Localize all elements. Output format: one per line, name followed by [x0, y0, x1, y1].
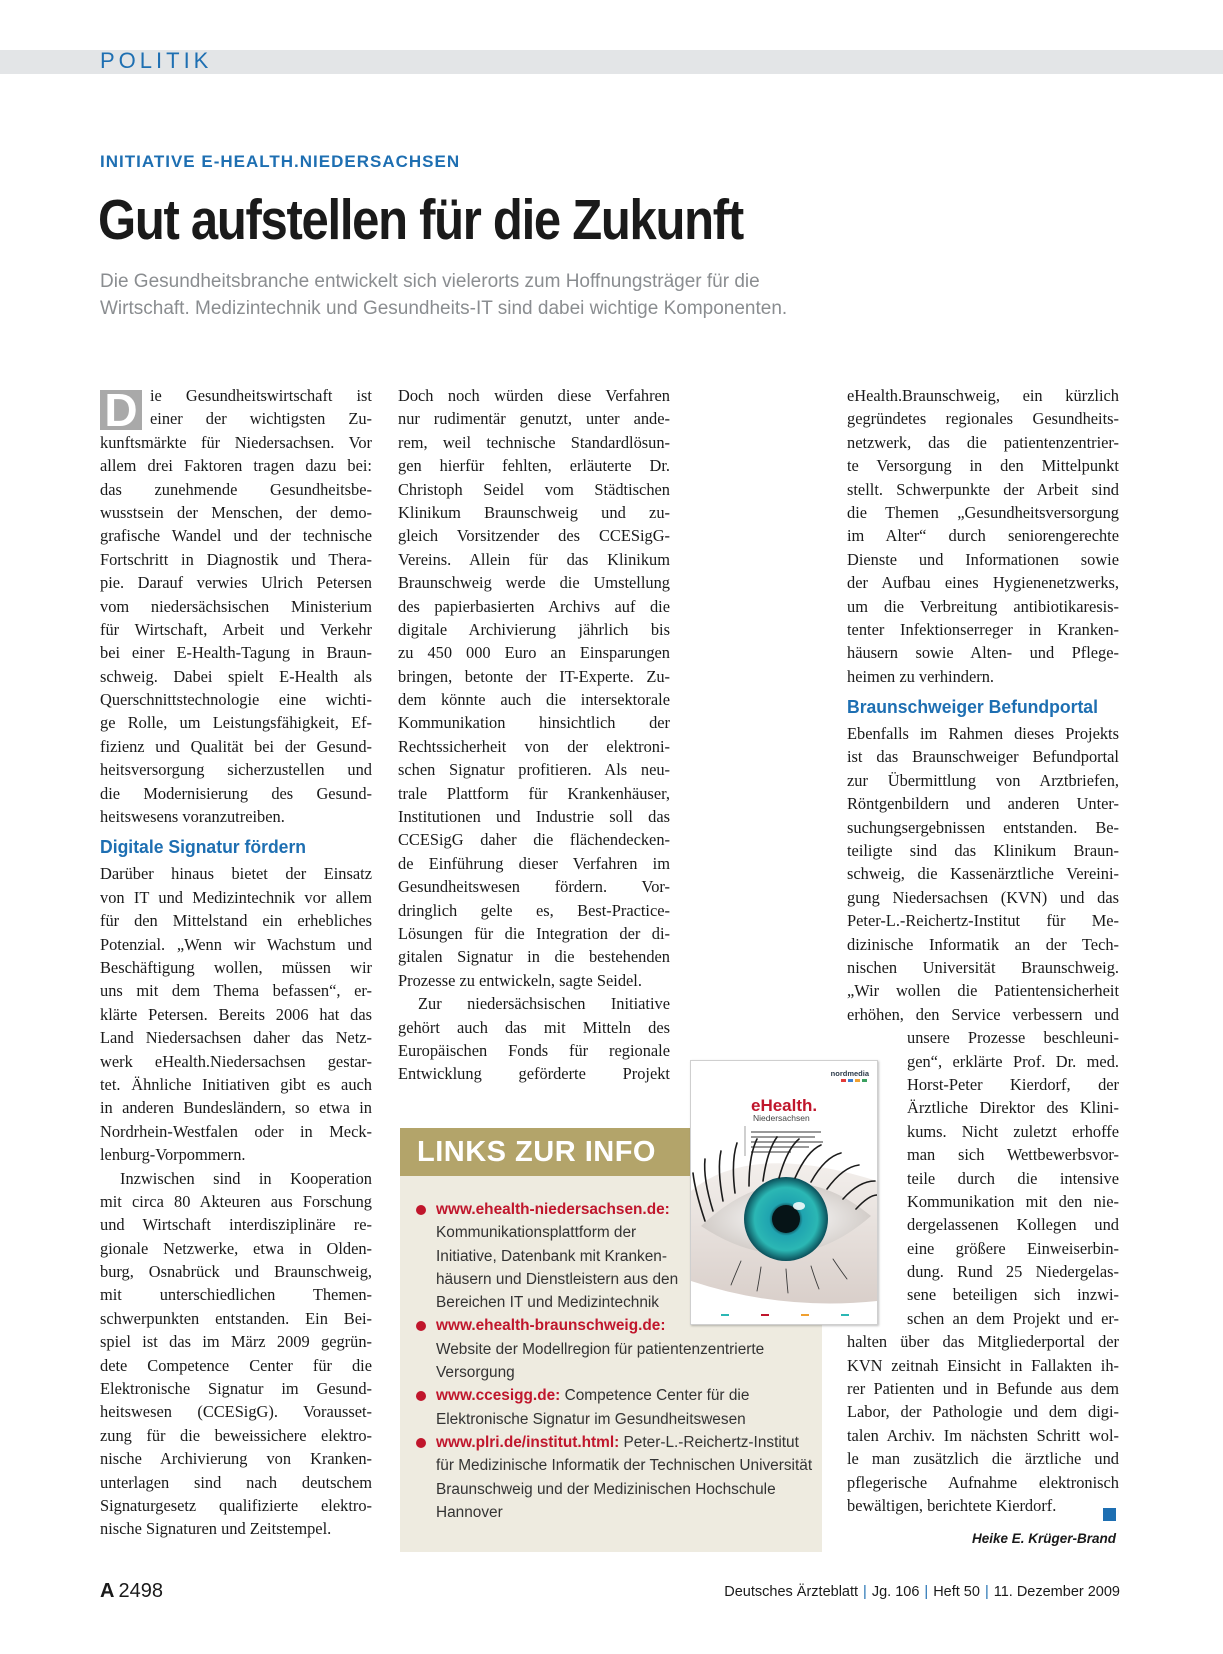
text-line: gleich Vorsitzender des CCESigG-: [398, 526, 670, 546]
text-line: schweig. Dabei spielt E-Health als: [100, 666, 372, 686]
text-line: digitale Archivierung jährlich bis: [398, 619, 670, 639]
text-line: fizienz und Qualität bei der Gesund-: [100, 736, 372, 756]
text-line: Signaturgesetz qualifizierte elektro-: [100, 1495, 372, 1515]
brochure-cover-graphic: [691, 1061, 877, 1324]
text-line: häusern sowie Alten- und Pflege-: [847, 643, 1119, 663]
text-line: werk eHealth.Niedersachsen gestar-: [100, 1051, 372, 1071]
text-line: spiel ist das im März 2009 gegrün-: [100, 1332, 372, 1352]
text-line: schwerpunkten entstanden. Ein Bei-: [100, 1308, 372, 1328]
info-link-text: Braunschweig und der Medizinischen Hochschule: [436, 1480, 776, 1498]
info-link-text: Hannover: [436, 1503, 503, 1521]
info-link-url[interactable]: www.ccesigg.de:: [436, 1387, 561, 1405]
text-line: nische Signaturen und Zeitstempel.: [100, 1519, 332, 1539]
cover-brand: nordmedia: [830, 1069, 869, 1078]
text-line: das zunehmende Gesundheitsbe-: [100, 479, 372, 499]
text-line: Institutionen und Industrie soll das: [398, 807, 670, 827]
text-line: nur rudimentär genutzt, unter ande-: [398, 409, 670, 429]
bullet-icon: [416, 1321, 426, 1331]
journal-name: Deutsches Ärzteblatt: [724, 1584, 859, 1600]
info-link-item: [416, 1431, 816, 1524]
info-link-url[interactable]: www.plri.de/institut.html:: [436, 1433, 620, 1451]
article-headline: Gut aufstellen für die Zukunft: [98, 188, 743, 252]
text-line: ge Rolle, um Leistungsfähigkeit, Ef-: [100, 713, 372, 733]
section-label: POLITIK: [100, 48, 213, 73]
article-lead: [100, 268, 980, 322]
text-line: schweig, die Kassenärztliche Vereini-: [847, 864, 1119, 884]
text-line: Doch noch würden diese Verfahren: [398, 386, 670, 405]
journal-volume: Jg. 106: [871, 1584, 920, 1600]
text-line: halten über das Mitgliederportal der: [847, 1332, 1119, 1352]
text-line: eine größere Einweiserbin-: [907, 1238, 1119, 1258]
page-number-value: 2498: [118, 1580, 163, 1602]
text-line: Lösungen für die Integration der di-: [398, 923, 670, 943]
text-line: netzwerk, das die patientenzentrier-: [847, 432, 1119, 452]
text-column-3: [847, 384, 1119, 1517]
text-line: bei einer E-Health-Tagung in Braun-: [100, 643, 372, 663]
text-line: rer Patienten und in Befunde aus dem: [847, 1379, 1119, 1399]
text-line: Zur niedersächsischen Initiative: [418, 994, 670, 1014]
text-line: unsere Prozesse beschleuni-: [907, 1028, 1119, 1048]
brochure-cover-image: [690, 1060, 878, 1325]
text-line: Rechtssicherheit von der elektroni-: [398, 736, 670, 756]
text-line: de Einführung dieser Verfahren im: [398, 853, 670, 873]
text-line: Nordrhein-Westfalen oder in Meck-: [100, 1121, 372, 1141]
info-link-text: Elektronische Signatur im Gesundheitswesen: [436, 1410, 746, 1428]
text-line: tet. Ähnliche Initiativen gibt es auch: [100, 1074, 372, 1094]
info-link-text: Competence Center für die: [560, 1387, 750, 1405]
text-line: zung für die beweissichere elektro-: [100, 1425, 372, 1445]
info-link-text: Bereichen IT und Medizintechnik: [436, 1294, 660, 1312]
text-line: eHealth.Braunschweig, ein kürzlich: [847, 386, 1119, 405]
text-line: CCESigG daher die flächendecken-: [398, 830, 670, 850]
text-line: Labor, der Pathologie und dem digi-: [847, 1402, 1119, 1422]
text-line: Inzwischen sind in Kooperation: [120, 1168, 372, 1188]
text-line: Klinikum Braunschweig und zu-: [398, 502, 670, 522]
text-line: uns mit dem Thema befassen“, er-: [100, 981, 372, 1001]
text-line: die Modernisierung des Gesund-: [100, 783, 372, 803]
text-line: dem könnte auch die intersektorale: [398, 690, 670, 710]
text-line: dergelassenen Kollegen und: [907, 1215, 1119, 1235]
article-kicker: INITIATIVE E-HEALTH.NIEDERSACHSEN: [100, 152, 461, 171]
text-line: schen Signatur profitieren. Als neu-: [398, 760, 670, 780]
text-line: Vereins. Allein für das Klinikum: [398, 549, 670, 569]
text-line: Prozesse zu entwickeln, sagte Seidel.: [398, 970, 642, 990]
text-line: dung. Rund 25 Niedergelas-: [907, 1262, 1119, 1282]
text-line: man sich Wettbewerbsvor-: [907, 1145, 1119, 1165]
text-line: Beschäftigung wollen, müssen wir: [100, 957, 372, 977]
bullet-icon: [416, 1205, 426, 1215]
text-line: von IT und Medizintechnik vor allem: [100, 887, 372, 907]
text-column-1: [100, 384, 372, 1541]
journal-footer: Deutsches Ärzteblatt | Jg. 106 | Heft 50 | 11. Dezember 2009: [724, 1584, 1120, 1600]
text-line: Darüber hinaus bietet der Einsatz: [100, 864, 372, 884]
info-link-text: Kommunikationsplattform der: [436, 1224, 637, 1242]
cover-subtitle: Niedersachsen: [753, 1113, 810, 1123]
text-line: heitswesen (CCESigG). Vorausset-: [100, 1402, 372, 1422]
journal-issue: Heft 50: [933, 1584, 980, 1600]
info-link-text: Peter-L.-Reichertz-Institut: [619, 1433, 799, 1451]
text-line: Europäischen Fonds für regionale: [398, 1040, 670, 1060]
text-line: kunftsmärkte für Niedersachsen. Vor: [100, 432, 372, 452]
text-line: sene beteiligen sich inzwi-: [907, 1285, 1119, 1305]
text-line: die Themen „Gesundheitsversorgung: [847, 502, 1119, 522]
text-line: gegründetes regionales Gesundheits-: [847, 409, 1119, 429]
text-line: gehört auch das mit Mitteln des: [398, 1017, 670, 1037]
lead-line: Die Gesundheitsbranche entwickelt sich vielerorts zum Hoffnungsträger für die: [100, 271, 760, 292]
text-line: mit unterschiedlichen Themen-: [100, 1285, 372, 1305]
text-line: burg, Osnabrück und Braunschweig,: [100, 1262, 372, 1282]
info-link-text: häusern und Dienstleistern aus den: [436, 1270, 679, 1288]
text-line: allem drei Faktoren tragen dazu bei:: [100, 456, 372, 476]
text-line: grafische Wandel und der technische: [100, 526, 372, 546]
text-line: erhöhen, den Service verbessern und: [847, 1004, 1119, 1024]
text-line: dete Competence Center für die: [100, 1355, 372, 1375]
text-line: Elektronische Signatur im Gesund-: [100, 1379, 372, 1399]
text-line: pflegerische Aufnahme elektronisch: [847, 1472, 1119, 1492]
text-line: Horst-Peter Kierdorf, der: [907, 1074, 1119, 1094]
text-line: gitalen Signatur in die bestehenden: [398, 947, 670, 967]
text-line: bewältigen, berichtete Kierdorf.: [847, 1495, 1057, 1515]
text-line: tenter Infektionserreger in Kranken-: [847, 619, 1119, 639]
section-subheading: Digitale Signatur fördern: [100, 836, 307, 858]
text-line: Land Niedersachsen daher das Netz-: [100, 1028, 372, 1048]
text-line: suchungsergebnissen entstanden. Be-: [847, 817, 1119, 837]
text-line: gen hierfür fehlten, erläuterte Dr.: [398, 456, 670, 476]
section-subheading: Braunschweiger Befundportal: [847, 696, 1098, 718]
text-line: heimen zu verhindern.: [847, 666, 995, 686]
text-line: lenburg-Vorpommern.: [100, 1145, 246, 1165]
info-link-item: [416, 1384, 816, 1431]
text-line: Ärztliche Direktor des Klini-: [907, 1098, 1119, 1118]
text-line: dizinische Informatik an der Tech-: [847, 934, 1119, 954]
text-line: unterlagen sind nach deutschem: [100, 1472, 372, 1492]
text-line: vom niedersächsischen Ministerium: [100, 596, 372, 616]
text-line: zu 450 000 Euro an Einsparungen: [398, 643, 670, 663]
text-line: heitsversorgung sicherzustellen und: [100, 760, 372, 780]
text-line: KVN zeitnah Einsicht in Fallakten ih-: [847, 1355, 1119, 1375]
text-line: talen Archiv. Im nächsten Schritt wol-: [847, 1425, 1119, 1445]
text-column-2: [398, 384, 670, 1086]
text-line: gionale Netzwerke, etwa in Olden-: [100, 1238, 372, 1258]
bullet-icon: [416, 1391, 426, 1401]
text-line: nischen Universität Braunschweig.: [847, 957, 1119, 977]
info-link-url[interactable]: www.ehealth-niedersachsen.de:: [436, 1201, 670, 1218]
text-line: ie Gesundheitswirtschaft ist: [150, 386, 372, 405]
text-line: schen an dem Projekt und er-: [907, 1308, 1119, 1328]
text-line: des papierbasierten Archivs auf die: [398, 596, 670, 616]
text-line: Kommunikation mit den nie-: [907, 1191, 1119, 1211]
text-line: Röntgenbildern und anderen Unter-: [847, 794, 1119, 814]
drop-cap: D: [100, 390, 142, 430]
text-line: „Wir wollen die Patientensicherheit: [847, 981, 1119, 1001]
text-line: und Wirtschaft interdisziplinäre re-: [100, 1215, 372, 1235]
info-link-text: Versorgung: [436, 1364, 515, 1382]
text-line: Peter-L.-Reichertz-Institut für Me-: [847, 911, 1119, 931]
page-prefix: A: [100, 1580, 115, 1602]
text-line: pie. Darauf verwies Ulrich Petersen: [100, 573, 372, 593]
article-end-marker: [1103, 1508, 1116, 1521]
text-line: teiligte sind das Klinikum Braun-: [847, 841, 1119, 861]
info-link-text: Website der Modellregion für patientenzentrierte: [436, 1340, 765, 1358]
text-line: der Aufbau eines Hygienenetzwerks,: [847, 573, 1119, 593]
text-line: zur Übermittlung von Arztbriefen,: [847, 770, 1119, 790]
text-line: stellt. Schwerpunkte der Arbeit sind: [847, 479, 1119, 499]
info-box-title: LINKS ZUR INFO: [400, 1128, 700, 1176]
text-line: heitswesens voranzutreiben.: [100, 807, 285, 827]
text-line: in anderen Bundesländern, so etwa in: [100, 1098, 372, 1118]
text-line: kums. Nicht zuletzt erhoffe: [907, 1121, 1119, 1141]
text-line: Entwicklung geförderte Projekt: [398, 1064, 670, 1084]
text-line: rem, weil technische Standardlösun-: [398, 432, 670, 452]
text-line: Christoph Seidel vom Städtischen: [398, 479, 670, 499]
text-line: le man zusätzlich die ärztliche und: [847, 1449, 1119, 1469]
text-line: Querschnittstechnologie eine wichti-: [100, 690, 372, 710]
text-line: Ebenfalls im Rahmen dieses Projekts: [847, 724, 1119, 744]
lead-line: Wirtschaft. Medizintechnik und Gesundheits-IT sind dabei wichtige Komponenten.: [100, 298, 788, 319]
text-line: mit circa 80 Akteuren aus Forschung: [100, 1191, 372, 1211]
text-line: klärte Petersen. Bereits 2006 hat das: [100, 1004, 372, 1024]
info-link-text: für Medizinische Informatik der Technischen Universität: [436, 1457, 813, 1475]
text-line: Gesundheitswesen fördern. Vor-: [398, 877, 670, 897]
text-line: trale Plattform für Krankenhäuser,: [398, 783, 670, 803]
text-line: Potenzial. „Wenn wir Wachstum und: [100, 934, 372, 954]
article-author: Heike E. Krüger-Brand: [971, 1531, 1116, 1546]
text-line: um die Verbreitung antibiotikaresis-: [847, 596, 1119, 616]
text-line: gen“, erklärte Prof. Dr. med.: [907, 1051, 1119, 1071]
text-line: wusstsein der Menschen, der demo-: [100, 502, 372, 522]
text-line: gung Niedersachsen (KVN) und das: [847, 887, 1119, 907]
bullet-icon: [416, 1438, 426, 1448]
text-line: te Versorgung in den Mittelpunkt: [847, 456, 1119, 476]
text-line: ist das Braunschweiger Befundportal: [847, 747, 1119, 767]
text-line: für Wirtschaft, Arbeit und Verkehr: [100, 619, 372, 639]
info-link-text: Initiative, Datenbank mit Kranken-: [436, 1247, 667, 1265]
text-line: für den Mittelstand ein erhebliches: [100, 911, 372, 931]
text-line: Fortschritt in Diagnostik und Thera-: [100, 549, 372, 569]
text-line: einer der wichtigsten Zu-: [150, 409, 372, 429]
text-line: teile durch die intensive: [907, 1168, 1119, 1188]
info-link-url[interactable]: www.ehealth-braunschweig.de:: [436, 1317, 666, 1335]
cover-title: eHealth.: [751, 1096, 818, 1115]
page-number: [100, 1580, 163, 1603]
text-line: im Alter“ durch seniorengerechte: [847, 526, 1119, 546]
text-line: dringlich gelte es, Best-Practice-: [398, 900, 670, 920]
text-line: Kommunikation hinsichtlich der: [398, 713, 670, 733]
text-line: Dienste und Informationen sowie: [847, 549, 1119, 569]
text-line: nische Archivierung von Kranken-: [100, 1449, 372, 1469]
journal-date: 11. Dezember 2009: [993, 1584, 1120, 1600]
text-line: bringen, betonte der IT-Experte. Zu-: [398, 666, 670, 686]
text-line: Braunschweig werde die Umstellung: [398, 573, 670, 593]
